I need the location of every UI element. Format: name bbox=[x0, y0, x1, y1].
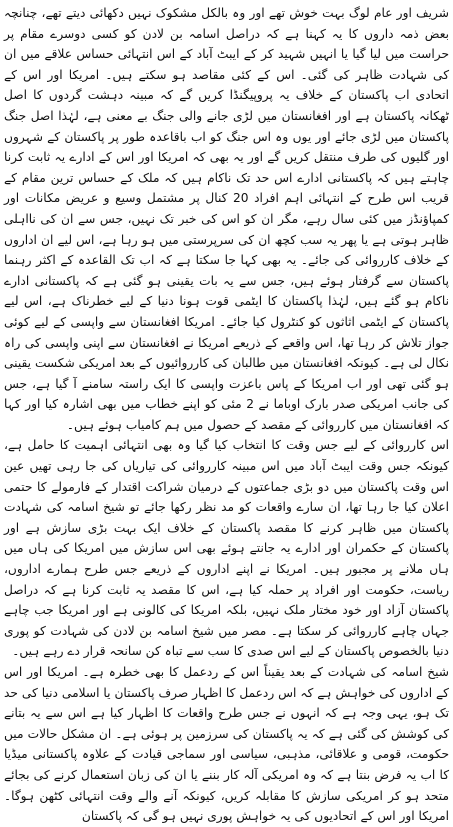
article-paragraph-3: شیخ اسامہ کی شہادت کے بعد یقیناً اس کے ردعمل کا بھی خطرہ ہے۔ امریکا اور اس کے اداروں کی خواہش ہے کہ اس ردعمل کا اظہار صرف پاکستان یا اسلامی دنیا کی حد تک ہو، یہی وجہ ہے کہ انہوں نے جس طرح واقعات کا اظہار کیا ہے اس سے یہ بتانے کی کوشش کی گئی ہے کہ یہ پاکستان کی سرزمین پر ہوئی ہے۔ ان مشکل حالات میں حکومت، قومی و علاقائی، مذہبی، سیاسی اور سماجی قیادت کے علاوہ پاکستانی میڈیا کا اب یہ فرض بنتا ہے کہ وہ امریکی آلہ کار بننے یا ان کی زبان استعمال کرنے کی بجائے متحد ہو کر امریکی سازش کا مقابلہ کریں، کیونکہ آنے والے وقت انتہائی کٹھن ہوگا۔ امریکا اور اس کے اتحادیوں کی یہ خواہش پوری نہیں ہو گی کہ پاکستان bbox=[4, 665, 449, 824]
urdu-article-body bbox=[4, 3, 449, 827]
article-paragraph-2: اس کارروائی کے لیے جس وقت کا انتخاب کیا گیا وہ بھی انتہائی اہمیت کا حامل ہے، کیونکہ جس وقت ایبٹ آباد میں اس مبینہ کارروائی کی تیاریاں کی جا رہی تھیں عین اس وقت پاکستان میں دو بڑی جماعتوں کے درمیان شراکت اقتدار کے فارمولے کا حتمی اعلان کیا جا رہا تھا، ان سارے واقعات کو مد نظر رکھا جائے تو شیخ اسامہ کی شہادت پاکستان میں ظاہر کرنے کا مقصد پاکستان کے خلاف ایک بہت بڑی سازش ہے اور پاکستان کے حکمران اور ادارے یہ جانتے ہوئے بھی اس سازش میں امریکا کی ہاں میں ہاں ملانے پر مجبور ہیں۔ امریکا نے اپنے اداروں کے ذریعے جس طرح ہمارے اداروں، ریاست، حکومت اور افراد پر حملہ کیا ہے، اس کا مقصد یہ ثابت کرنا ہے کہ دراصل پاکستان آزاد اور خود مختار ملک نہیں، بلکہ امریکا کی کالونی ہے اور امریکا جب چاہے جہاں چاہے کارروائی کر سکتا ہے۔ مصر میں شیخ اسامہ بن لادن کی شہادت کو پوری دنیا بالخصوص پاکستان کے لیے اس صدی کا سب سے تباہ کن سانحہ قرار دے رہے ہیں۔ bbox=[4, 438, 449, 659]
article-paragraph-1: شریف اور عام لوگ بہت خوش تھے اور وہ بالکل مشکوک نہیں دکھائی دیتے تھے، چنانچہ بعض ذمہ داروں کا یہ کہنا ہے کہ دراصل اسامہ بن لادن کو کسی دوسرے مقام پر حراست میں لیا گیا یا انہیں شہید کر کے ایبٹ آباد کے اس انتہائی حساس علاقے میں ان کی شہادت ظاہر کی گئی۔ اس کے کئی مقاصد ہو سکتے ہیں۔ امریکا اور اس کے اتحادی اب پاکستان کے خلاف یہ پروپیگنڈا کریں گے کہ مبینہ دہشت گردوں کا اصل ٹھکانہ پاکستان ہے اور افغانستان میں لڑی جانے والی جنگ بے معنی ہے، لہٰذا اصل جنگ پاکستان میں لڑی جائے اور یوں وہ اس جنگ کو اب باقاعدہ طور پر پاکستان کے شہروں اور گلیوں کی طرف منتقل کریں گے اور یہ بھی کہ امریکا اور اس کے ادارے یہ ثابت کرنا چاہتے ہیں کہ پاکستانی ادارے اس حد تک ناکام ہیں کہ ملک کے حساس ترین مقام کے قریب اس طرح کے انتہائی اہم افراد 20 کنال پر مشتمل وسیع و عریض مکانات اور کمپاؤنڈز میں کئی سال رہے، مگر ان کو اس کی خبر تک نہیں، جس سے ان کی نااہلی ظاہر ہوتی ہے یا پھر یہ سب کچھ ان کی سرپرستی میں ہو رہا ہے، اس لیے ان اداروں کے خلاف کارروائی کی جائے۔ یہ بھی کہا جا سکتا ہے کہ اب تک القاعدہ کے اکثر رہنما پاکستان سے گرفتار ہوئے ہیں، جس سے یہ بات یقینی ہو گئی ہے کہ پاکستانی ادارے ناکام ہو گئے ہیں، لہٰذا پاکستان کا ایٹمی قوت ہونا دنیا کے لیے خطرناک ہے، اس لیے پاکستان کے ایٹمی اثاثوں کو کنٹرول کیا جائے۔ امریکا افغانستان سے واپسی کے لیے کوئی جواز تلاش کر رہا تھا، اس واقعے کے ذریعے امریکا نے افغانستان سے اپنی واپسی کی راہ نکال لی ہے۔ کیونکہ افغانستان میں طالبان کی کارروائیوں کے بعد امریکی شکست یقینی ہو گئی تھی اور اب امریکا کے پاس باعزت واپسی کا ایک راستہ سامنے آ گیا ہے، جس کی جانب امریکی صدر بارک اوباما نے 2 مئی کو اپنے خطاب میں بھی اشارہ کیا اور کہا کہ افغانستان میں کارروائی کے مقصد کے حصول میں ہم کامیاب ہوئے ہیں۔ bbox=[4, 6, 449, 432]
